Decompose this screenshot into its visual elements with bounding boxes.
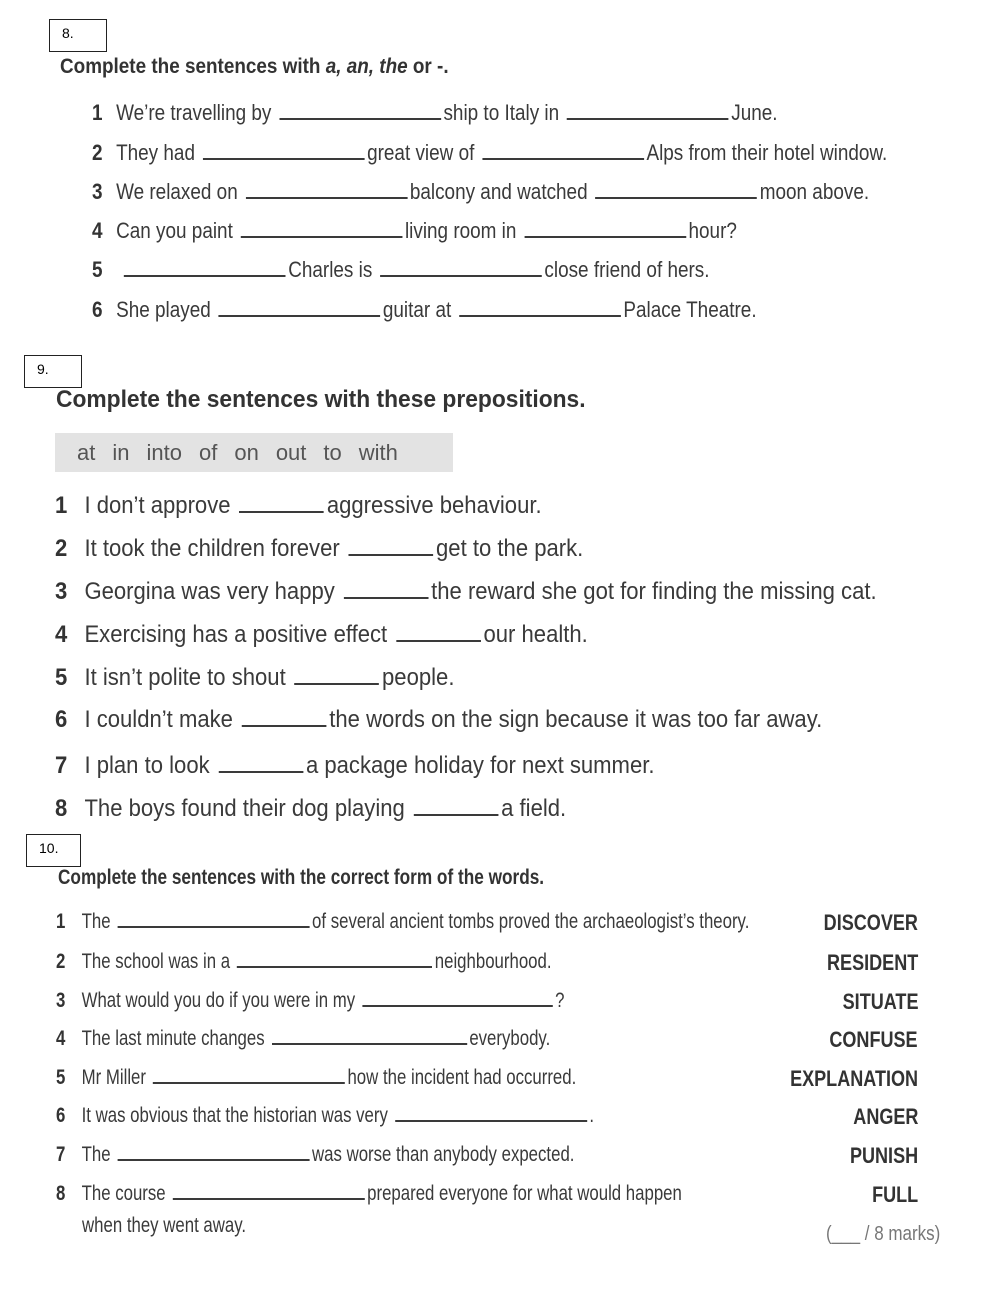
section-title-8: Complete the sentences with a, an, the or -.: [60, 55, 449, 78]
answer-blank[interactable]: [295, 681, 380, 685]
s9-item-8: 8 The boys found their dog playing a field.: [55, 795, 567, 822]
s10-word-6: ANGER: [852, 1104, 918, 1129]
s9-item-1: 1 I don’t approve aggressive behaviour.: [55, 492, 542, 519]
answer-blank[interactable]: [395, 1118, 587, 1122]
answer-blank[interactable]: [173, 1196, 365, 1200]
answer-blank[interactable]: [524, 234, 686, 238]
s8-item-3: 3 We relaxed on balcony and watched moon above.: [92, 179, 870, 204]
answer-blank[interactable]: [153, 1080, 345, 1084]
s10-item-6: 6 It was obvious that the historian was very .: [56, 1104, 595, 1127]
section-title-10: Complete the sentences with the correct form of the words.: [58, 866, 545, 889]
s10-word-7: PUNISH: [849, 1143, 918, 1168]
answer-blank[interactable]: [362, 1003, 552, 1007]
section-number-10: 10.: [26, 834, 81, 867]
s10-item-2: 2 The school was in a neighbourhood.: [56, 950, 552, 973]
s9-item-3: 3 Georgina was very happy the reward she got for finding the missing cat.: [55, 578, 877, 605]
answer-blank[interactable]: [349, 552, 434, 556]
s8-item-6: 6 She played guitar at Palace Theatre.: [92, 297, 757, 322]
s10-word-8: FULL: [871, 1182, 918, 1207]
section-number-9: 9.: [24, 355, 82, 388]
answer-blank[interactable]: [344, 595, 429, 599]
answer-blank[interactable]: [414, 812, 499, 816]
marks-total: (___ / 8 marks): [826, 1223, 941, 1245]
answer-blank[interactable]: [595, 195, 757, 199]
s8-item-2: 2 They had great view of Alps from their hotel window.: [92, 140, 888, 165]
s8-item-5: 5 Charles is close friend of hers.: [92, 257, 710, 282]
answer-blank[interactable]: [241, 234, 403, 238]
s10-word-4: CONFUSE: [829, 1027, 918, 1052]
s10-item-8-continuation: when they went away.: [82, 1214, 247, 1237]
s10-item-4: 4 The last minute changes everybody.: [56, 1027, 551, 1050]
answer-blank[interactable]: [246, 195, 408, 199]
answer-blank[interactable]: [482, 156, 644, 160]
s10-word-3: SITUATE: [842, 989, 918, 1014]
answer-blank[interactable]: [242, 723, 327, 727]
s8-item-4: 4 Can you paint living room in hour?: [92, 218, 737, 243]
s10-word-2: RESIDENT: [826, 950, 918, 975]
s10-item-3: 3 What would you do if you were in my ?: [56, 989, 565, 1012]
s10-word-5: EXPLANATION: [790, 1066, 918, 1091]
answer-blank[interactable]: [567, 116, 729, 120]
answer-blank[interactable]: [459, 313, 621, 317]
answer-blank[interactable]: [118, 1157, 310, 1161]
s9-item-6: 6 I couldn’t make the words on the sign because it was too far away.: [55, 706, 823, 733]
s9-item-7: 7 I plan to look a package holiday for next summer.: [55, 752, 655, 779]
answer-blank[interactable]: [203, 156, 365, 160]
answer-blank[interactable]: [272, 1041, 467, 1045]
s10-item-8: 8 The course prepared everyone for what would happen: [56, 1182, 682, 1205]
s10-item-7: 7 The was worse than anybody expected.: [56, 1143, 575, 1166]
s10-item-1: 1 The of several ancient tombs proved the archaeologist’s theory.: [56, 910, 750, 933]
answer-blank[interactable]: [237, 964, 432, 968]
s10-item-5: 5 Mr Miller how the incident had occurred.: [56, 1066, 577, 1089]
answer-blank[interactable]: [219, 769, 304, 773]
s9-item-2: 2 It took the children forever get to the park.: [55, 535, 584, 562]
word-bank: at in into of on out to with: [55, 433, 453, 472]
section-number-8: 8.: [49, 19, 107, 52]
answer-blank[interactable]: [279, 116, 441, 120]
answer-blank[interactable]: [396, 638, 481, 642]
answer-blank[interactable]: [239, 509, 324, 513]
answer-blank[interactable]: [118, 924, 310, 928]
answer-blank[interactable]: [380, 273, 542, 277]
answer-blank[interactable]: [124, 273, 286, 277]
s9-item-4: 4 Exercising has a positive effect our health.: [55, 621, 588, 648]
s10-word-1: DISCOVER: [823, 910, 918, 935]
section-title-9: Complete the sentences with these prepositions.: [56, 386, 586, 413]
s9-item-5: 5 It isn’t polite to shout people.: [55, 664, 455, 691]
s8-item-1: 1 We’re travelling by ship to Italy in June.: [92, 100, 778, 125]
answer-blank[interactable]: [219, 313, 381, 317]
